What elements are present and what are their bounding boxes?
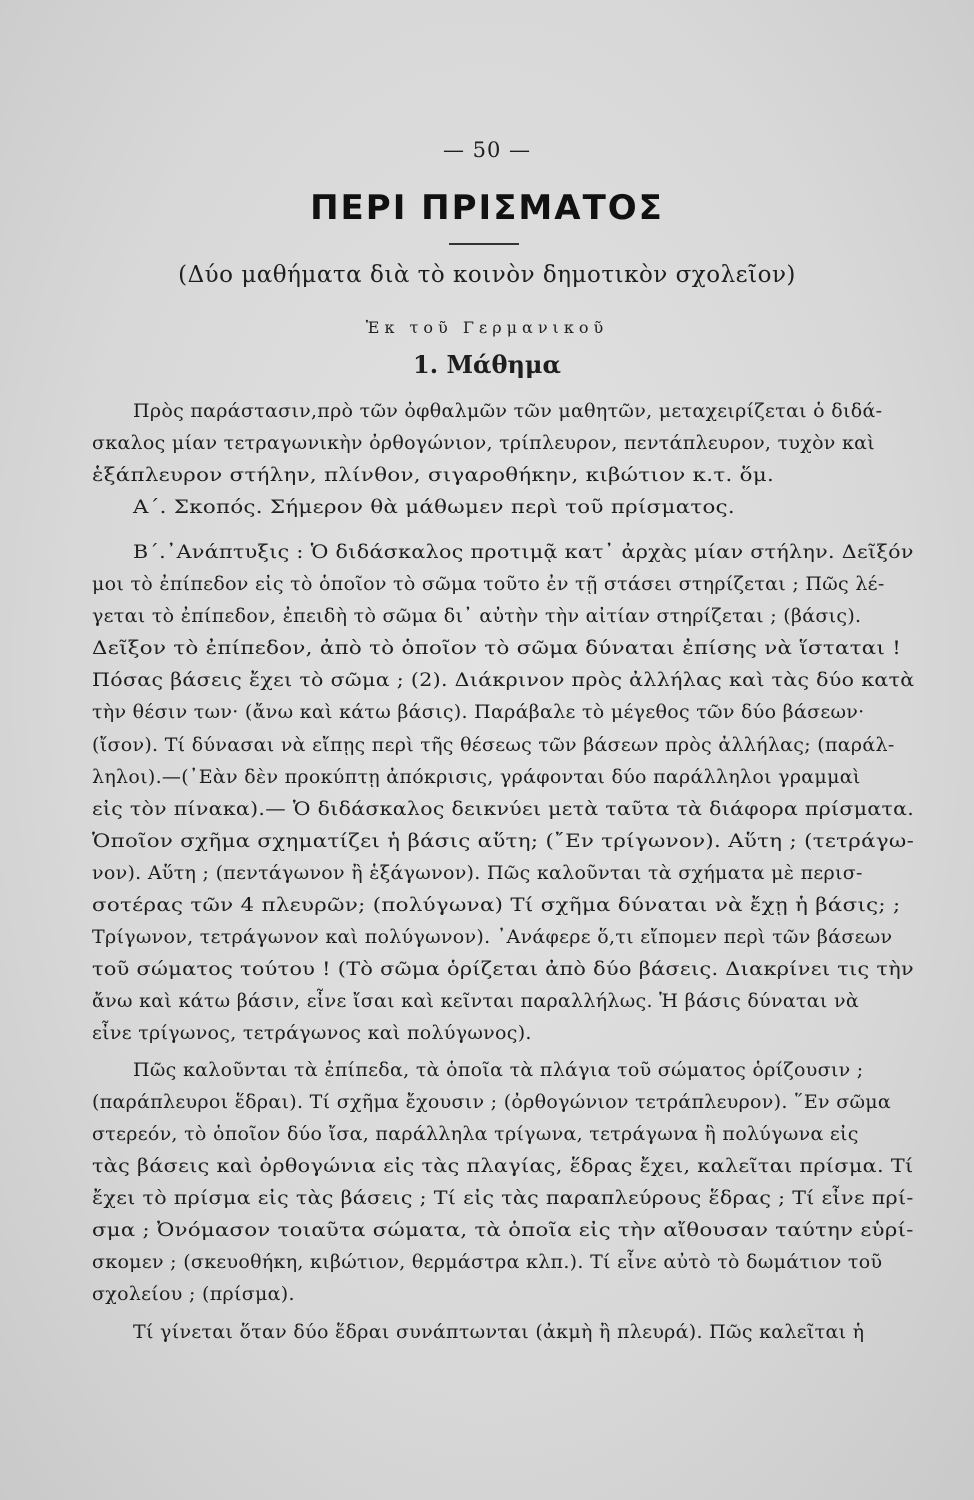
text-line: σκομεν ; (σκευοθήκη, κιβώτιον, θερμάστρα κλπ.). Τί εἶνε αὐτὸ τὸ δωμάτιον τοῦ	[92, 1251, 883, 1273]
page-number: — 50 —	[442, 138, 532, 162]
text-line: εἰς τὸν πίνακα).— Ὁ διδάσκαλος δεικνύει μετὰ ταῦτα τὰ διάφορα πρίσματα.	[92, 798, 915, 820]
lesson-heading: 1. Μάθημα	[413, 350, 561, 379]
text-line: τὰς βάσεις καὶ ὀρθογώνια εἰς τὰς πλαγίας, ἕδρας ἔχει, καλεῖται πρίσμα. Τί	[92, 1155, 914, 1177]
text-line: Δεῖξον τὸ ἐπίπεδον, ἀπὸ τὸ ὁποῖον τὸ σῶμα δύναται ἐπίσης νὰ ἵσταται !	[92, 637, 902, 659]
text-line: σοτέρας τῶν 4 πλευρῶν; (πολύγωνα) Τί σχῆμα δύναται νὰ ἔχῃ ἡ βάσις; ;	[92, 894, 901, 916]
text-line: μοι τὸ ἐπίπεδον εἰς τὸ ὁποῖον τὸ σῶμα τοῦτο ἐν τῇ στάσει στηρίζεται ; Πῶς λέ-	[92, 573, 885, 595]
text-line: Πρὸς παράστασιν,πρὸ τῶν ὀφθαλμῶν τῶν μαθητῶν, μεταχειρίζεται ὁ διδά-	[133, 400, 883, 422]
text-line: Πῶς καλοῦνται τὰ ἐπίπεδα, τὰ ὁποῖα τὰ πλάγια τοῦ σώματος ὁρίζουσιν ;	[133, 1059, 864, 1081]
text-line: Πόσας βάσεις ἔχει τὸ σῶμα ; (2). Διάκρινον πρὸς ἀλλήλας καὶ τὰς δύο κατὰ	[92, 669, 915, 691]
source-note: Ἐκ τοῦ Γερμανικοῦ	[365, 318, 609, 337]
text-line: Β΄.᾿Ανάπτυξις : Ὁ διδάσκαλος προτιμᾷ κατ᾿ ἀρχὰς μίαν στήλην. Δεῖξόν	[133, 541, 914, 563]
text-line: ληλοι).—(᾿Εὰν δὲν προκύπτῃ ἀπόκρισις, γράφονται δύο παράλληλοι γραμμαὶ	[92, 766, 861, 788]
text-line: σμα ; Ὀνόμασον τοιαῦτα σώματα, τὰ ὁποῖα εἰς τὴν αἴθουσαν ταύτην εὑρί-	[92, 1219, 914, 1241]
subtitle: (Δύο μαθήματα διὰ τὸ κοινὸν δημοτικὸν σχολεῖον)	[178, 262, 796, 288]
text-line: ἄνω καὶ κάτω βάσιν, εἶνε ἴσαι καὶ κεῖνται παραλλήλως. Ἡ βάσις δύναται νὰ	[92, 990, 859, 1012]
text-line: γεται τὸ ἐπίπεδον, ἐπειδὴ τὸ σῶμα δι᾿ αὐτὴν τὴν αἰτίαν στηρίζεται ; (βάσις).	[92, 605, 862, 627]
text-line: στερεόν, τὸ ὁποῖον δύο ἴσα, παράλληλα τρίγωνα, τετράγωνα ἢ πολύγωνα εἰς	[92, 1123, 859, 1145]
text-line: σχολείου ; (πρίσμα).	[92, 1283, 295, 1305]
text-line: σκαλος μίαν τετραγωνικὴν ὀρθογώνιον, τρίπλευρον, πεντάπλευρον, τυχὸν καὶ	[92, 432, 876, 454]
text-line: τοῦ σώματος τούτου ! (Τὸ σῶμα ὁρίζεται ἀπὸ δύο βάσεις. Διακρίνει τις τὴν	[92, 958, 914, 980]
page-title: ΠΕΡΙ ΠΡΙΣΜΑΤΟΣ	[310, 188, 664, 228]
text-line: ἑξάπλευρον στήλην, πλίνθον, σιγαροθήκην, κιβώτιον κ.τ. ὅμ.	[92, 464, 775, 486]
text-line: Ὁποῖον σχῆμα σχηματίζει ἡ βάσις αὕτη; (῎Εν τρίγωνον). Αὕτη ; (τετράγω-	[92, 830, 915, 852]
text-line: Τρίγωνον, τετράγωνον καὶ πολύγωνον). ᾿Ανάφερε ὅ,τι εἴπομεν περὶ τῶν βάσεων	[92, 926, 893, 948]
text-line: τὴν θέσιν των· (ἄνω καὶ κάτω βάσις). Παράβαλε τὸ μέγεθος τῶν δύο βάσεων·	[92, 701, 865, 723]
text-line: ἔχει τὸ πρίσμα εἰς τὰς βάσεις ; Τί εἰς τὰς παραπλεύρους ἕδρας ; Τί εἶνε πρί-	[92, 1187, 914, 1209]
text-line: (παράπλευροι ἕδραι). Τί σχῆμα ἔχουσιν ; (ὀρθογώνιον τετράπλευρον). ῞Εν σῶμα	[92, 1091, 892, 1113]
text-line: (ἴσον). Τί δύνασαι νὰ εἴπῃς περὶ τῆς θέσεως τῶν βάσεων πρὸς ἀλλήλας; (παράλ-	[92, 734, 895, 756]
text-line: εἶνε τρίγωνος, τετράγωνος καὶ πολύγωνος).	[92, 1022, 532, 1044]
text-line: Τί γίνεται ὅταν δύο ἕδραι συνάπτωνται (ἀκμὴ ἢ πλευρά). Πῶς καλεῖται ἡ	[133, 1321, 865, 1343]
text-line: νον). Αὕτη ; (πεντάγωνον ἢ ἑξάγωνον). Πῶς καλοῦνται τὰ σχήματα μὲ περισ-	[92, 862, 863, 884]
text-line: Α΄. Σκοπός. Σήμερον θὰ μάθωμεν περὶ τοῦ πρίσματος.	[133, 496, 736, 518]
